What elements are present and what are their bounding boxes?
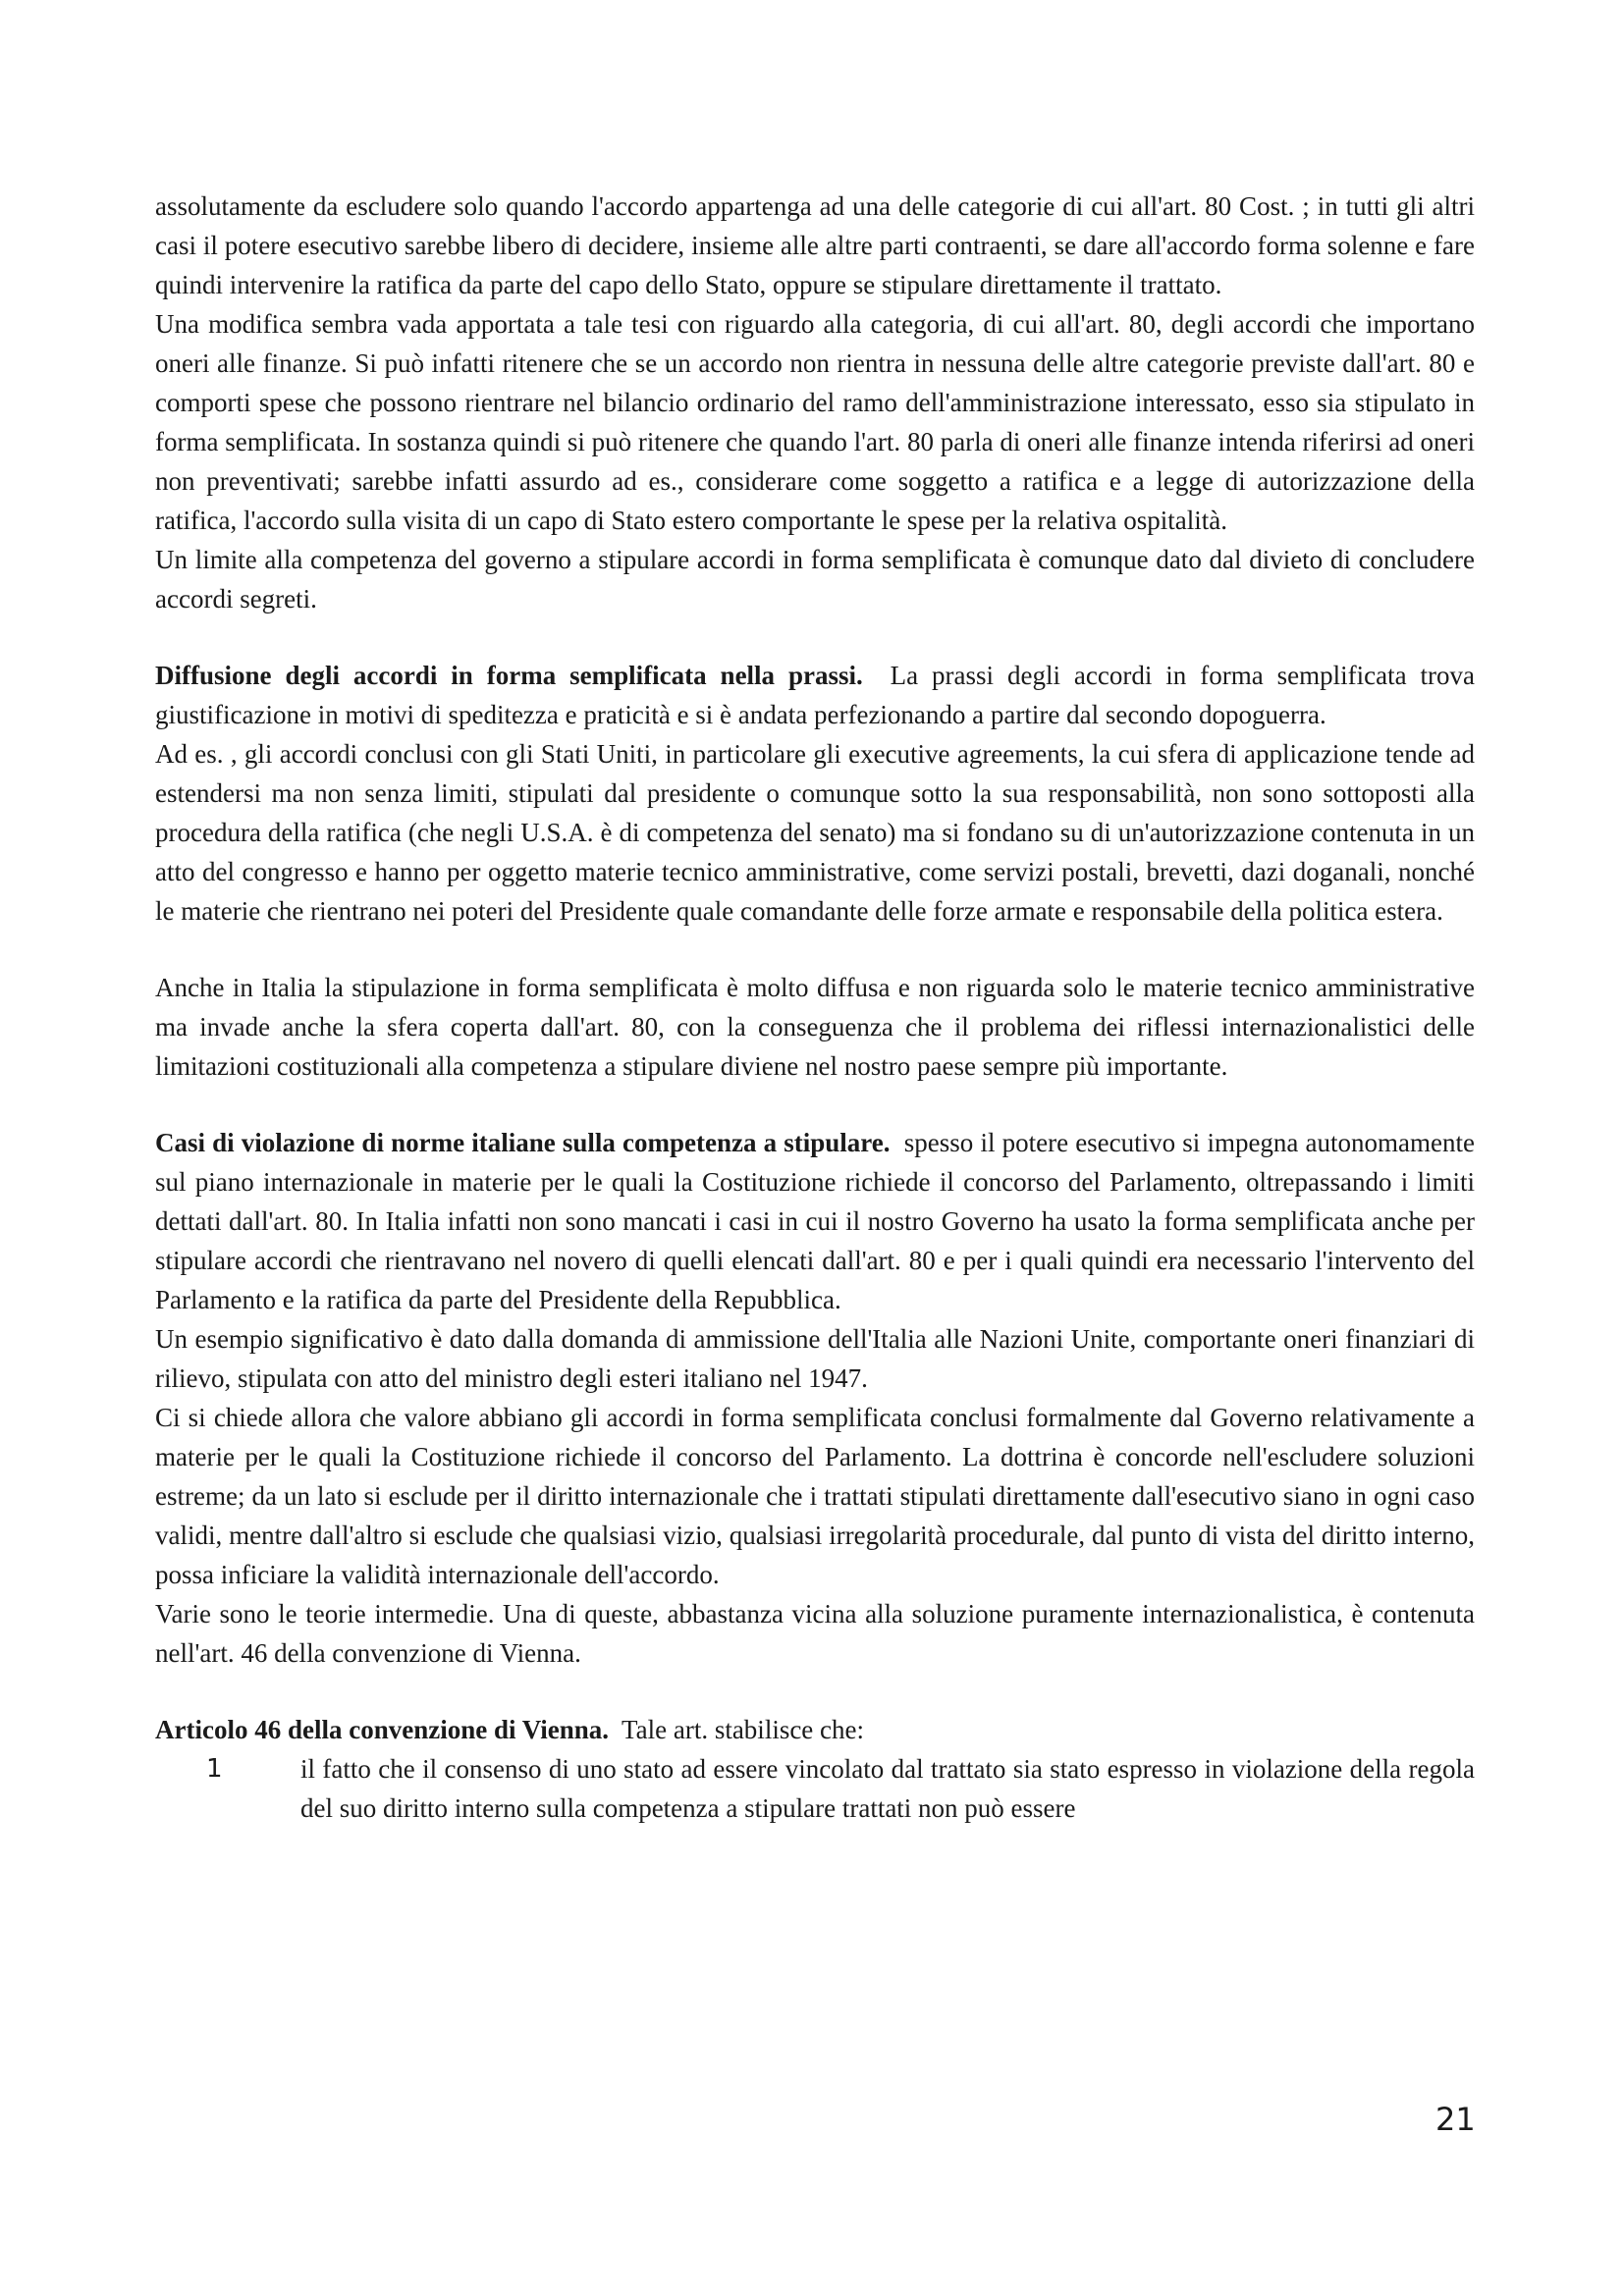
paragraph-text: Tale art. stabilisce che: xyxy=(622,1715,865,1744)
paragraph-gap xyxy=(155,1086,1475,1123)
paragraph: Ci si chiede allora che valore abbiano gli accordi in forma semplificata conclusi formalmente dal Governo relativamente a materie per le quali la Costituzione richiede il concorso del Parlamento. La dottrina è concorde nell'escludere soluzioni estreme; da un lato si esclude per il diritto internazionale che i trattati stipulati direttamente dall'esecutivo siano in ogni caso validi, mentre dall'altro si esclude che qualsiasi vizio, qualsiasi irregolarità procedurale, dal punto di vista del diritto interno, possa inficiare la validità internazionale dell'accordo. xyxy=(155,1403,1475,1589)
section-heading: Diffusione degli accordi in forma semplificata nella prassi. xyxy=(155,661,863,690)
paragraph-text: La prassi degli accordi in forma semplificata trova giustificazione in motivi di speditezza e praticità e si è andata perfezionando a partire dal secondo dopoguerra. xyxy=(155,661,1475,729)
section-heading: Articolo 46 della convenzione di Vienna. xyxy=(155,1715,609,1744)
paragraph-gap xyxy=(155,931,1475,968)
paragraph: Varie sono le teorie intermedie. Una di queste, abbastanza vicina alla soluzione puramente internazionalistica, è contenuta nell'art. 46 della convenzione di Vienna. xyxy=(155,1599,1475,1668)
paragraph-gap xyxy=(155,1673,1475,1710)
section-paragraph xyxy=(155,1123,1475,1319)
section-paragraph xyxy=(155,1710,1475,1749)
paragraph: assolutamente da escludere solo quando l'accordo appartenga ad una delle categorie di cui all'art. 80 Cost. ; in tutti gli altri casi il potere esecutivo sarebbe libero di decidere, insieme alle altre parti contraenti, se dare all'accordo forma solenne e fare quindi intervenire la ratifica da parte del capo dello Stato, oppure se stipulare direttamente il trattato. xyxy=(155,191,1475,299)
section-paragraph xyxy=(155,656,1475,734)
paragraph: Ad es. , gli accordi conclusi con gli Stati Uniti, in particolare gli executive agreements, la cui sfera di applicazione tende ad estendersi ma non senza limiti, stipulati dal presidente o comunque sotto la sua responsabilità, non sono sottoposti alla procedura della ratifica (che negli U.S.A. è di competenza del senato) ma si fondano su di un'autorizzazione contenuta in un atto del congresso e hanno per oggetto materie tecnico amministrative, come servizi postali, brevetti, dazi doganali, nonché le materie che rientrano nei poteri del Presidente quale comandante delle forze armate e responsabile della politica estera. xyxy=(155,739,1475,926)
paragraph: Un limite alla competenza del governo a stipulare accordi in forma semplificata è comunque dato dal divieto di concludere accordi segreti. xyxy=(155,545,1475,614)
paragraph: Una modifica sembra vada apportata a tale tesi con riguardo alla categoria, di cui all'art. 80, degli accordi che importano oneri alle finanze. Si può infatti ritenere che se un accordo non rientra in nessuna delle altre categorie previste dall'art. 80 e comporti spese che possono rientrare nel bilancio ordinario del ramo dell'amministrazione interessato, esso sia stipulato in forma semplificata. In sostanza quindi si può ritenere che quando l'art. 80 parla di oneri alle finanze intenda riferirsi ad oneri non preventivati; sarebbe infatti assurdo ad es., considerare come soggetto a ratifica e a legge di autorizzazione della ratifica, l'accordo sulla visita di un capo di Stato estero comportante le spese per la relativa ospitalità. xyxy=(155,309,1475,535)
list-item xyxy=(155,1749,1475,1828)
paragraph: Anche in Italia la stipulazione in forma semplificata è molto diffusa e non riguarda solo le materie tecnico amministrative ma invade anche la sfera coperta dall'art. 80, con la conseguenza che il problema dei riflessi internazionalistici delle limitazioni costituzionali alla competenza a stipulare diviene nel nostro paese sempre più importante. xyxy=(155,973,1475,1081)
paragraph-gap xyxy=(155,618,1475,656)
section-heading: Casi di violazione di norme italiane sulla competenza a stipulare. xyxy=(155,1128,891,1157)
paragraph: Un esempio significativo è dato dalla domanda di ammissione dell'Italia alle Nazioni Unite, comportante oneri finanziari di rilievo, stipulata con atto del ministro degli esteri italiano nel 1947. xyxy=(155,1324,1475,1393)
page-number: 21 xyxy=(1435,2101,1476,2138)
paragraph-text: spesso il potere esecutivo si impegna autonomamente sul piano internazionale in materie per le quali la Costituzione richiede il concorso del Parlamento, oltrepassando i limiti dettati dall'art. 80. In Italia infatti non sono mancati i casi in cui il nostro Governo ha usato la forma semplificata anche per stipulare accordi che rientravano nel novero di quelli elencati dall'art. 80 e per i quali quindi era necessario l'intervento del Parlamento e la ratifica da parte del Presidente della Repubblica. xyxy=(155,1128,1475,1314)
list-item-text: il fatto che il consenso di uno stato ad essere vincolato dal trattato sia stato espresso in violazione della regola del suo diritto interno sulla competenza a stipulare trattati non può essere xyxy=(300,1754,1475,1823)
document-body xyxy=(155,187,1475,1828)
list-item-number: 1 xyxy=(206,1754,223,1784)
